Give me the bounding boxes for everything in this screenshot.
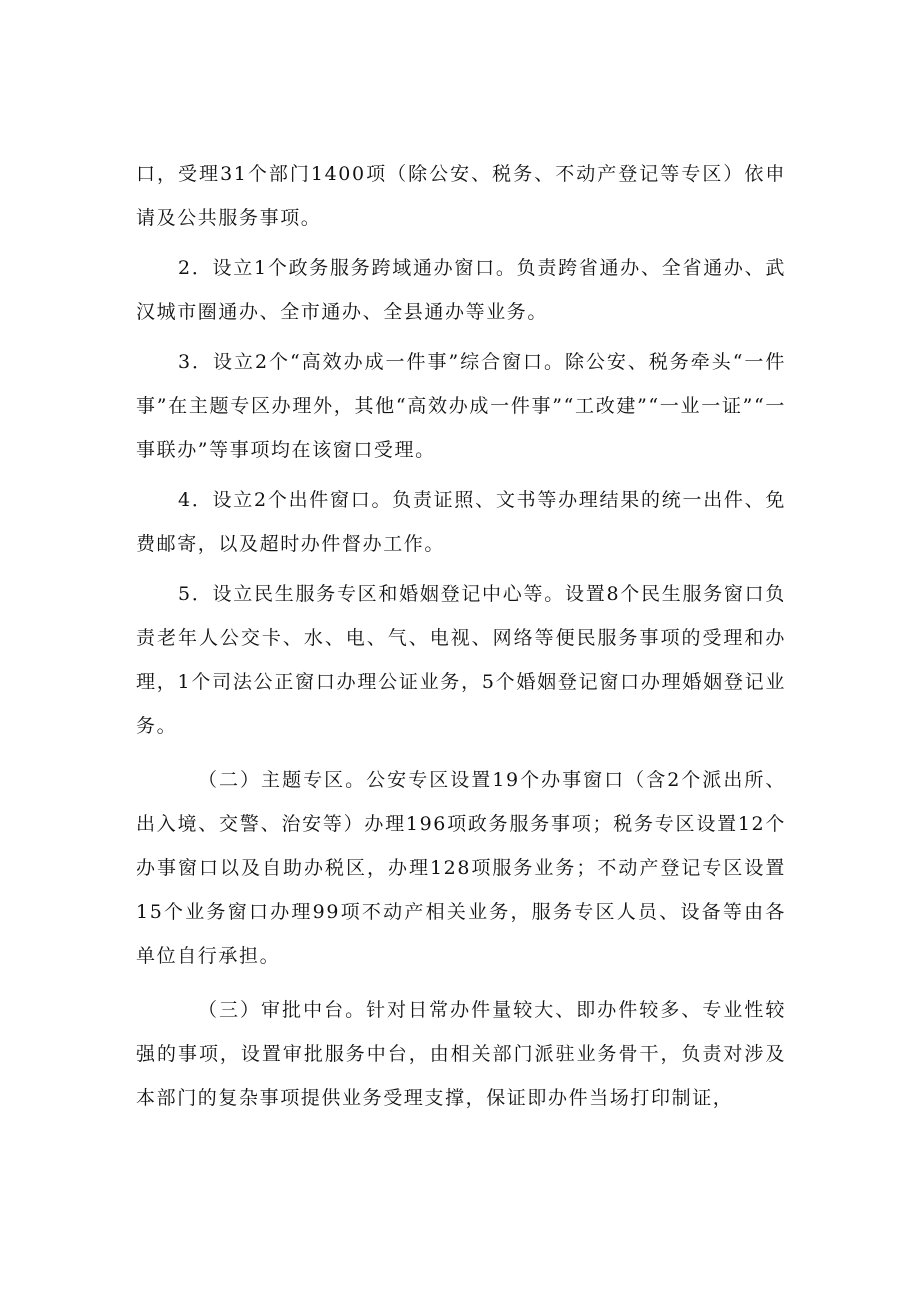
paragraph-item-3: 3．设立2个“高效办成一件事”综合窗口。除公安、税务牵头“一件事”在主题专区办理外，其他“高效办成一件事”“工改建”“一业一证”“一事联办”等事项均在该窗口受理。	[136, 351, 786, 461]
paragraph-section-3: （三）审批中台。针对日常办件量较大、即办件较多、专业性较强的事项，设置审批服务中台，由相关部门派驻业务骨干，负责对涉及本部门的复杂事项提供业务受理支撑，保证即办件当场打印制证，	[136, 999, 786, 1109]
paragraph-item-4: 4．设立2个出件窗口。负责证照、文书等办理结果的统一出件、免费邮寄，以及超时办件督办工作。	[136, 489, 786, 555]
paragraph-continuation: 口，受理31个部门1400项（除公安、税务、不动产登记等专区）依申请及公共服务事项。	[136, 163, 786, 229]
paragraph-section-2: （二）主题专区。公安专区设置19个办事窗口（含2个派出所、出入境、交警、治安等）办理196项政务服务事项；税务专区设置12个办事窗口以及自助办税区，办理128项服务业务；不动产登记专区设置15个业务窗口办理99项不动产相关业务，服务专区人员、设备等由各单位自行承担。	[136, 769, 786, 967]
paragraph-item-2: 2．设立1个政务服务跨域通办窗口。负责跨省通办、全省通办、武汉城市圈通办、全市通办、全县通办等业务。	[136, 257, 786, 323]
paragraph-item-5: 5．设立民生服务专区和婚姻登记中心等。设置8个民生服务窗口负责老年人公交卡、水、电、气、电视、网络等便民服务事项的受理和办理，1个司法公正窗口办理公证业务，5个婚姻登记窗口办理婚姻登记业务。	[136, 583, 786, 737]
document-body	[136, 152, 786, 1120]
